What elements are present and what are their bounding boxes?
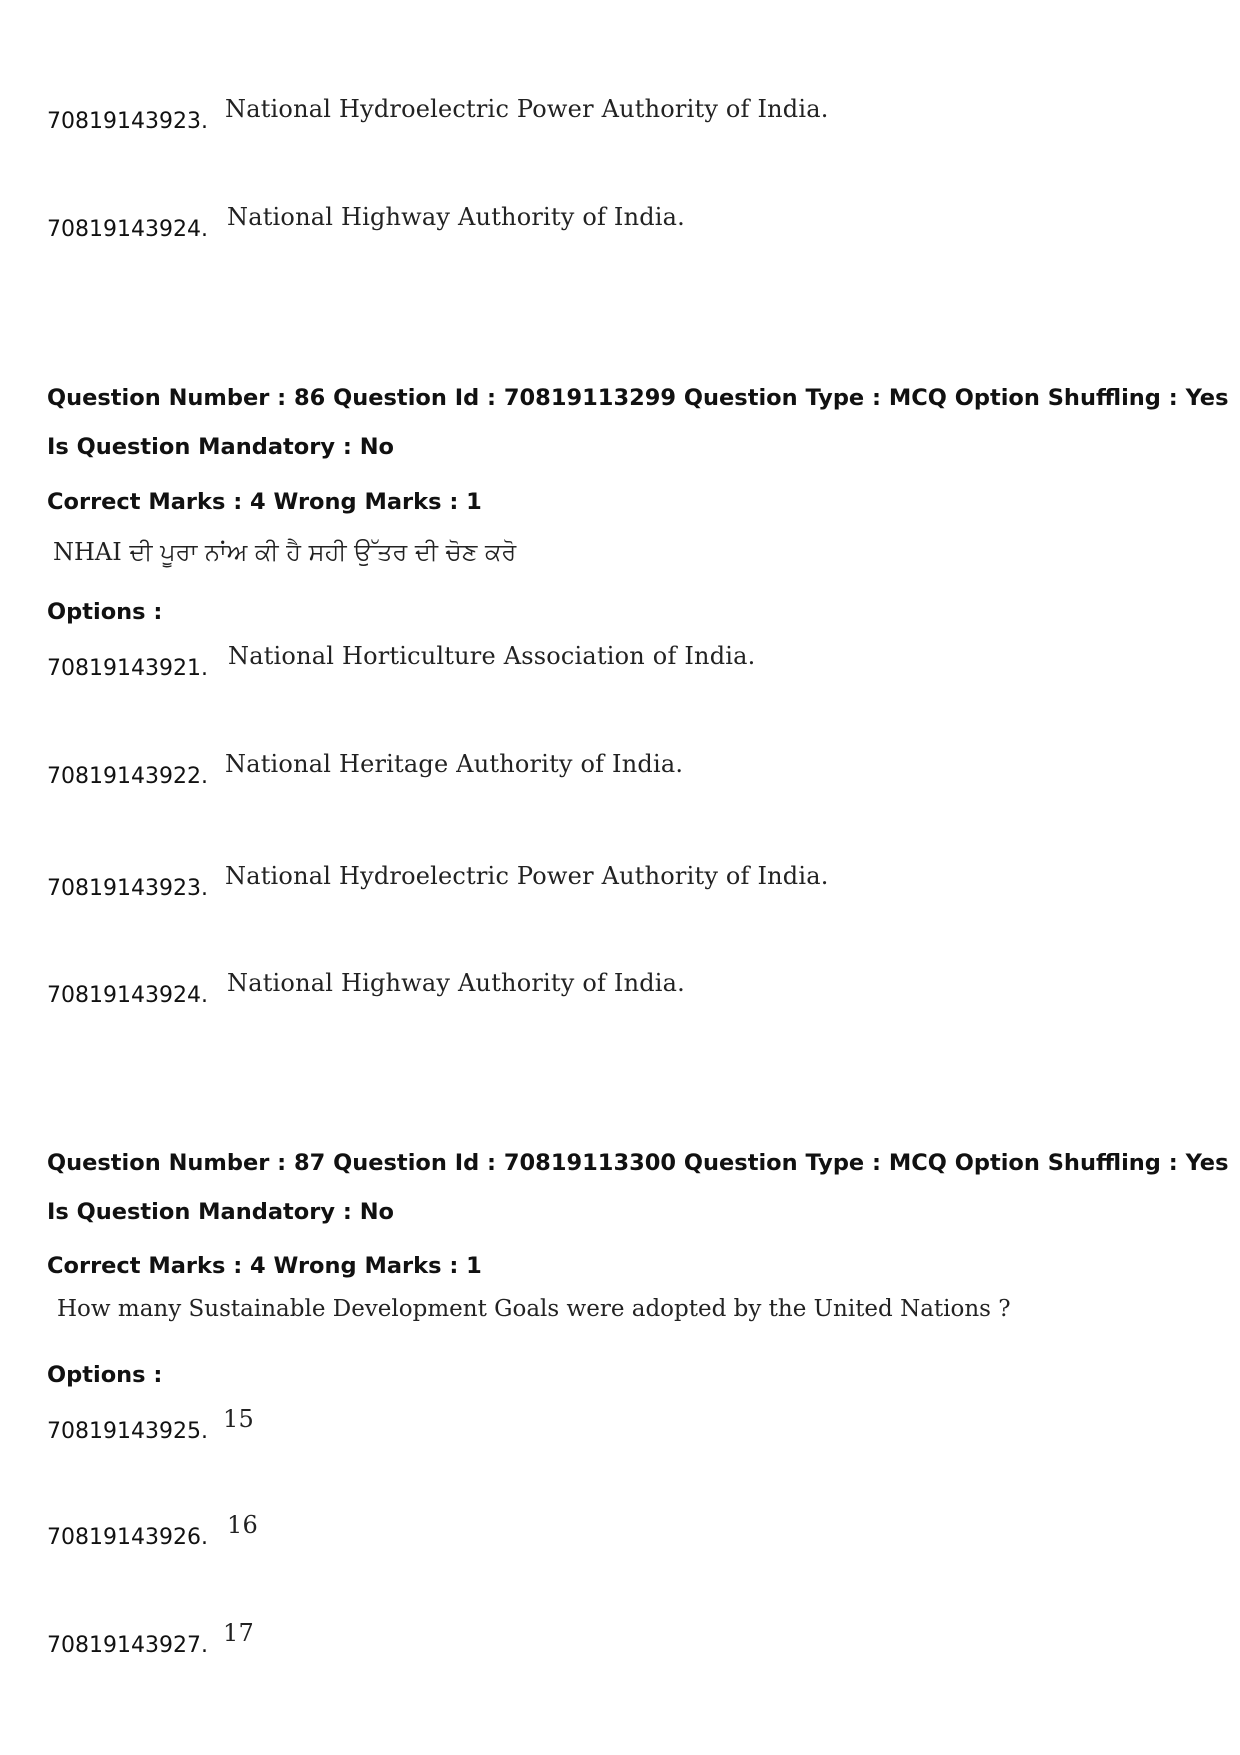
option-id: 70819143925.: [47, 1419, 208, 1444]
option-id: 70819143922.: [47, 764, 208, 789]
question-86-marks: Correct Marks : 4 Wrong Marks : 1: [47, 489, 482, 515]
question-86-header: Question Number : 86 Question Id : 70819113299 Question Type : MCQ Option Shuffling : Yes: [47, 385, 1229, 411]
option-id: 70819143926.: [47, 1525, 208, 1550]
option-text: National Hydroelectric Power Authority of India.: [225, 95, 829, 123]
option-text: National Horticulture Association of India.: [228, 642, 756, 670]
option-text: National Highway Authority of India.: [227, 203, 686, 231]
option-text: National Highway Authority of India.: [227, 969, 686, 997]
question-87-header: Question Number : 87 Question Id : 70819113300 Question Type : MCQ Option Shuffling : Yes: [47, 1150, 1229, 1176]
option-id: 70819143921.: [47, 656, 208, 681]
question-86-mandatory: Is Question Mandatory : No: [47, 434, 394, 460]
question-87-text: How many Sustainable Development Goals were adopted by the United Nations ?: [57, 1296, 1011, 1322]
option-id: 70819143923.: [47, 876, 208, 901]
question-87-options-label: Options :: [47, 1362, 163, 1388]
option-text: National Heritage Authority of India.: [225, 750, 684, 778]
option-id: 70819143927.: [47, 1633, 208, 1658]
option-text: 15: [223, 1405, 254, 1433]
question-87-marks: Correct Marks : 4 Wrong Marks : 1: [47, 1253, 482, 1279]
option-id: 70819143924.: [47, 983, 208, 1008]
option-text: 17: [223, 1619, 254, 1647]
question-86-text: NHAI ਦੀ ਪੂਰਾ ਨਾਂਅ ਕੀ ਹੈ ਸਹੀ ਉੱਤਰ ਦੀ ਚੋਣ ਕਰੋ: [53, 538, 517, 566]
option-text: 16: [227, 1511, 258, 1539]
question-86-options-label: Options :: [47, 599, 163, 625]
question-87-mandatory: Is Question Mandatory : No: [47, 1199, 394, 1225]
option-id: 70819143923.: [47, 109, 208, 134]
option-text: National Hydroelectric Power Authority of India.: [225, 862, 829, 890]
option-id: 70819143924.: [47, 217, 208, 242]
